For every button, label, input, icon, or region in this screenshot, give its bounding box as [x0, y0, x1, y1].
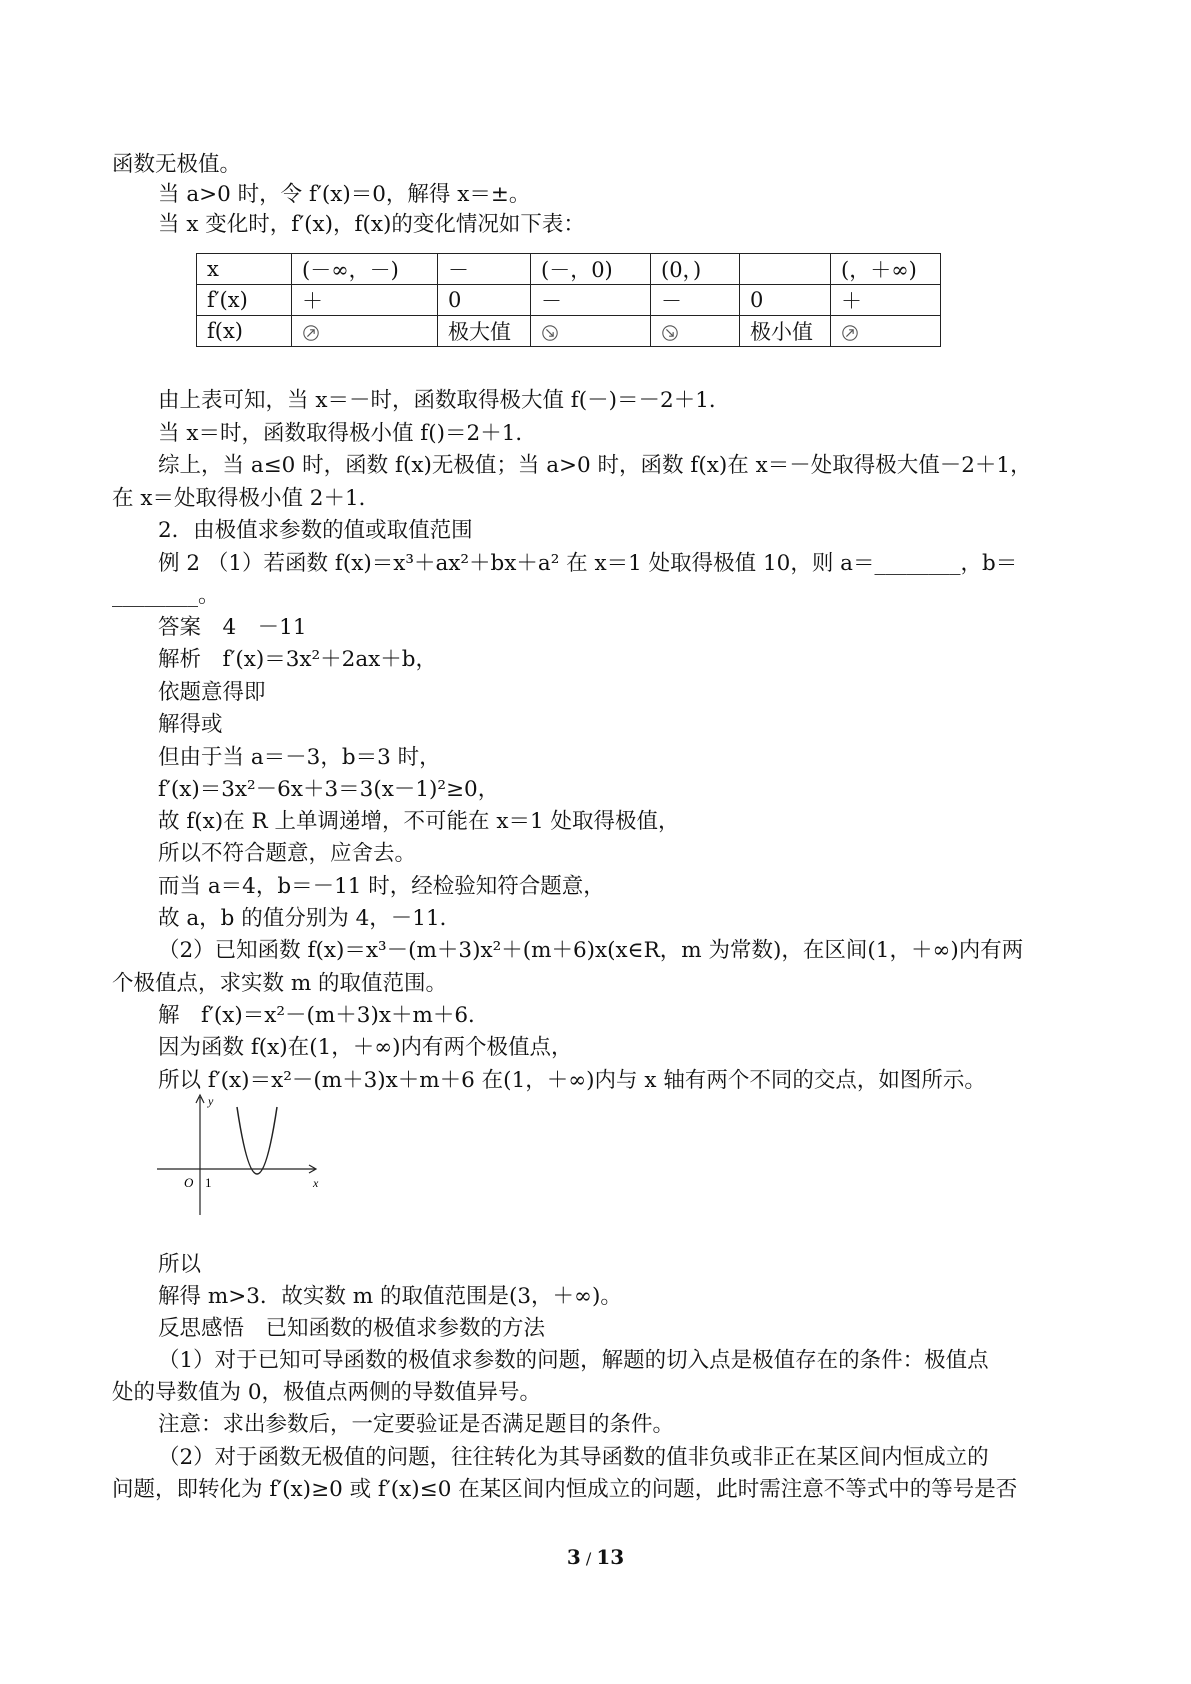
page-total: 13: [596, 1545, 625, 1569]
arrow-down-icon: [541, 324, 559, 342]
table-cell: [651, 316, 740, 347]
arrow-up-icon: [841, 324, 859, 342]
text-line: 而当 a＝4，b＝－11 时，经检验知符合题意，: [158, 874, 605, 899]
table-cell: (，＋∞): [831, 254, 941, 285]
table-cell: [531, 316, 651, 347]
table-cell: ＋: [831, 285, 941, 316]
text-line: 但由于当 a＝－3，b＝3 时，: [158, 745, 441, 770]
text-line: 答案 4 －11: [158, 615, 307, 640]
text-line: 注意：求出参数后，一定要验证是否满足题目的条件。: [158, 1412, 675, 1437]
table-cell: (－，0): [531, 254, 651, 285]
table-cell: (－∞，－): [292, 254, 438, 285]
parabola-curve: [237, 1107, 277, 1174]
text-line: 所以 f′(x)＝x²－(m＋3)x＋m＋6 在(1，＋∞)内与 x 轴有两个不同的交点，如图所示。: [158, 1068, 986, 1093]
table-cell: 0: [438, 285, 531, 316]
page-number: [0, 1545, 1191, 1569]
table-cell: [292, 316, 438, 347]
text-line: ________。: [112, 583, 220, 608]
tick-label: 1: [205, 1175, 212, 1190]
table-cell: －: [651, 285, 740, 316]
text-line: 处的导数值为 0，极值点两侧的导数值异号。: [112, 1380, 542, 1405]
text-line: 个极值点，求实数 m 的取值范围。: [112, 971, 448, 996]
text-line: （1）对于已知可导函数的极值求参数的问题，解题的切入点是极值存在的条件：极值点: [158, 1348, 989, 1373]
text-line: f′(x)＝3x²－6x＋3＝3(x－1)²≥0，: [158, 777, 500, 802]
table-cell: ＋: [292, 285, 438, 316]
table-row-x: [197, 254, 941, 285]
text-line: 由上表可知，当 x＝－时，函数取得极大值 f(－)＝－2＋1．: [158, 388, 731, 413]
table-cell: [831, 316, 941, 347]
text-line: 反思感悟 已知函数的极值求参数的方法: [158, 1316, 546, 1341]
table-cell: (0，): [651, 254, 740, 285]
text-line: 依题意得即: [158, 680, 266, 705]
text-line: 故 f(x)在 R 上单调递增，不可能在 x＝1 处取得极值，: [158, 809, 680, 834]
page-separator: /: [580, 1549, 597, 1568]
table-cell: f′(x): [197, 285, 292, 316]
table-cell: 0: [740, 285, 831, 316]
table-cell: [740, 254, 831, 285]
text-line: 所以不符合题意，应舍去。: [158, 841, 417, 866]
text-line: 综上，当 a≤0 时，函数 f(x)无极值；当 a>0 时，函数 f(x)在 x＝－处取得极大值－2＋1，: [158, 453, 1032, 478]
y-axis-label: y: [208, 1094, 214, 1108]
text-line: 当 x 变化时，f′(x)，f(x)的变化情况如下表：: [158, 212, 585, 237]
arrow-up-icon: [302, 324, 320, 342]
text-line: （2）对于函数无极值的问题，往往转化为其导函数的值非负或非正在某区间内恒成立的: [158, 1445, 989, 1470]
text-line: 当 x＝时，函数取得极小值 f()＝2＋1．: [158, 421, 537, 446]
text-line: 所以: [158, 1252, 202, 1277]
text-line: 解得 m>3．故实数 m 的取值范围是(3，＋∞)。: [158, 1284, 622, 1309]
section-heading: 2．由极值求参数的值或取值范围: [158, 518, 473, 543]
text-line: 函数无极值。: [112, 152, 242, 177]
text-line: 问题，即转化为 f′(x)≥0 或 f′(x)≤0 在某区间内恒成立的问题，此时需注意不等式中的等号是否: [112, 1477, 1018, 1502]
text-line: （2）已知函数 f(x)＝x³－(m＋3)x²＋(m＋6)x(x∈R，m 为常数)，在区间(1，＋∞)内有两: [158, 938, 1024, 963]
text-line: 因为函数 f(x)在(1，＋∞)内有两个极值点，: [158, 1035, 573, 1060]
text-line: 在 x＝处取得极小值 2＋1．: [112, 486, 381, 511]
table-cell: 极小值: [740, 316, 831, 347]
table-cell: f(x): [197, 316, 292, 347]
text-line: 故 a，b 的值分别为 4，－11．: [158, 906, 462, 931]
x-axis-label: x: [313, 1176, 319, 1190]
table-cell: 极大值: [438, 316, 531, 347]
variation-table: [196, 253, 941, 347]
table-row-function: [197, 316, 941, 347]
text-line: 例 2 （1）若函数 f(x)＝x³＋ax²＋bx＋a² 在 x＝1 处取得极值 10，则 a＝________，b＝: [158, 551, 1018, 576]
table-row-derivative: [197, 285, 941, 316]
origin-label: O: [184, 1175, 194, 1190]
text-line: 解析 f′(x)＝3x²＋2ax＋b，: [158, 647, 438, 672]
arrow-down-icon: [661, 324, 679, 342]
text-line: 解得或: [158, 712, 223, 737]
page-current: 3: [566, 1545, 581, 1569]
table-cell: －: [531, 285, 651, 316]
parabola-graph: [155, 1091, 325, 1217]
table-cell: x: [197, 254, 292, 285]
text-line: 当 a>0 时，令 f′(x)＝0，解得 x＝±。: [158, 182, 531, 207]
text-line: 解 f′(x)＝x²－(m＋3)x＋m＋6．: [158, 1003, 490, 1028]
table-cell: －: [438, 254, 531, 285]
